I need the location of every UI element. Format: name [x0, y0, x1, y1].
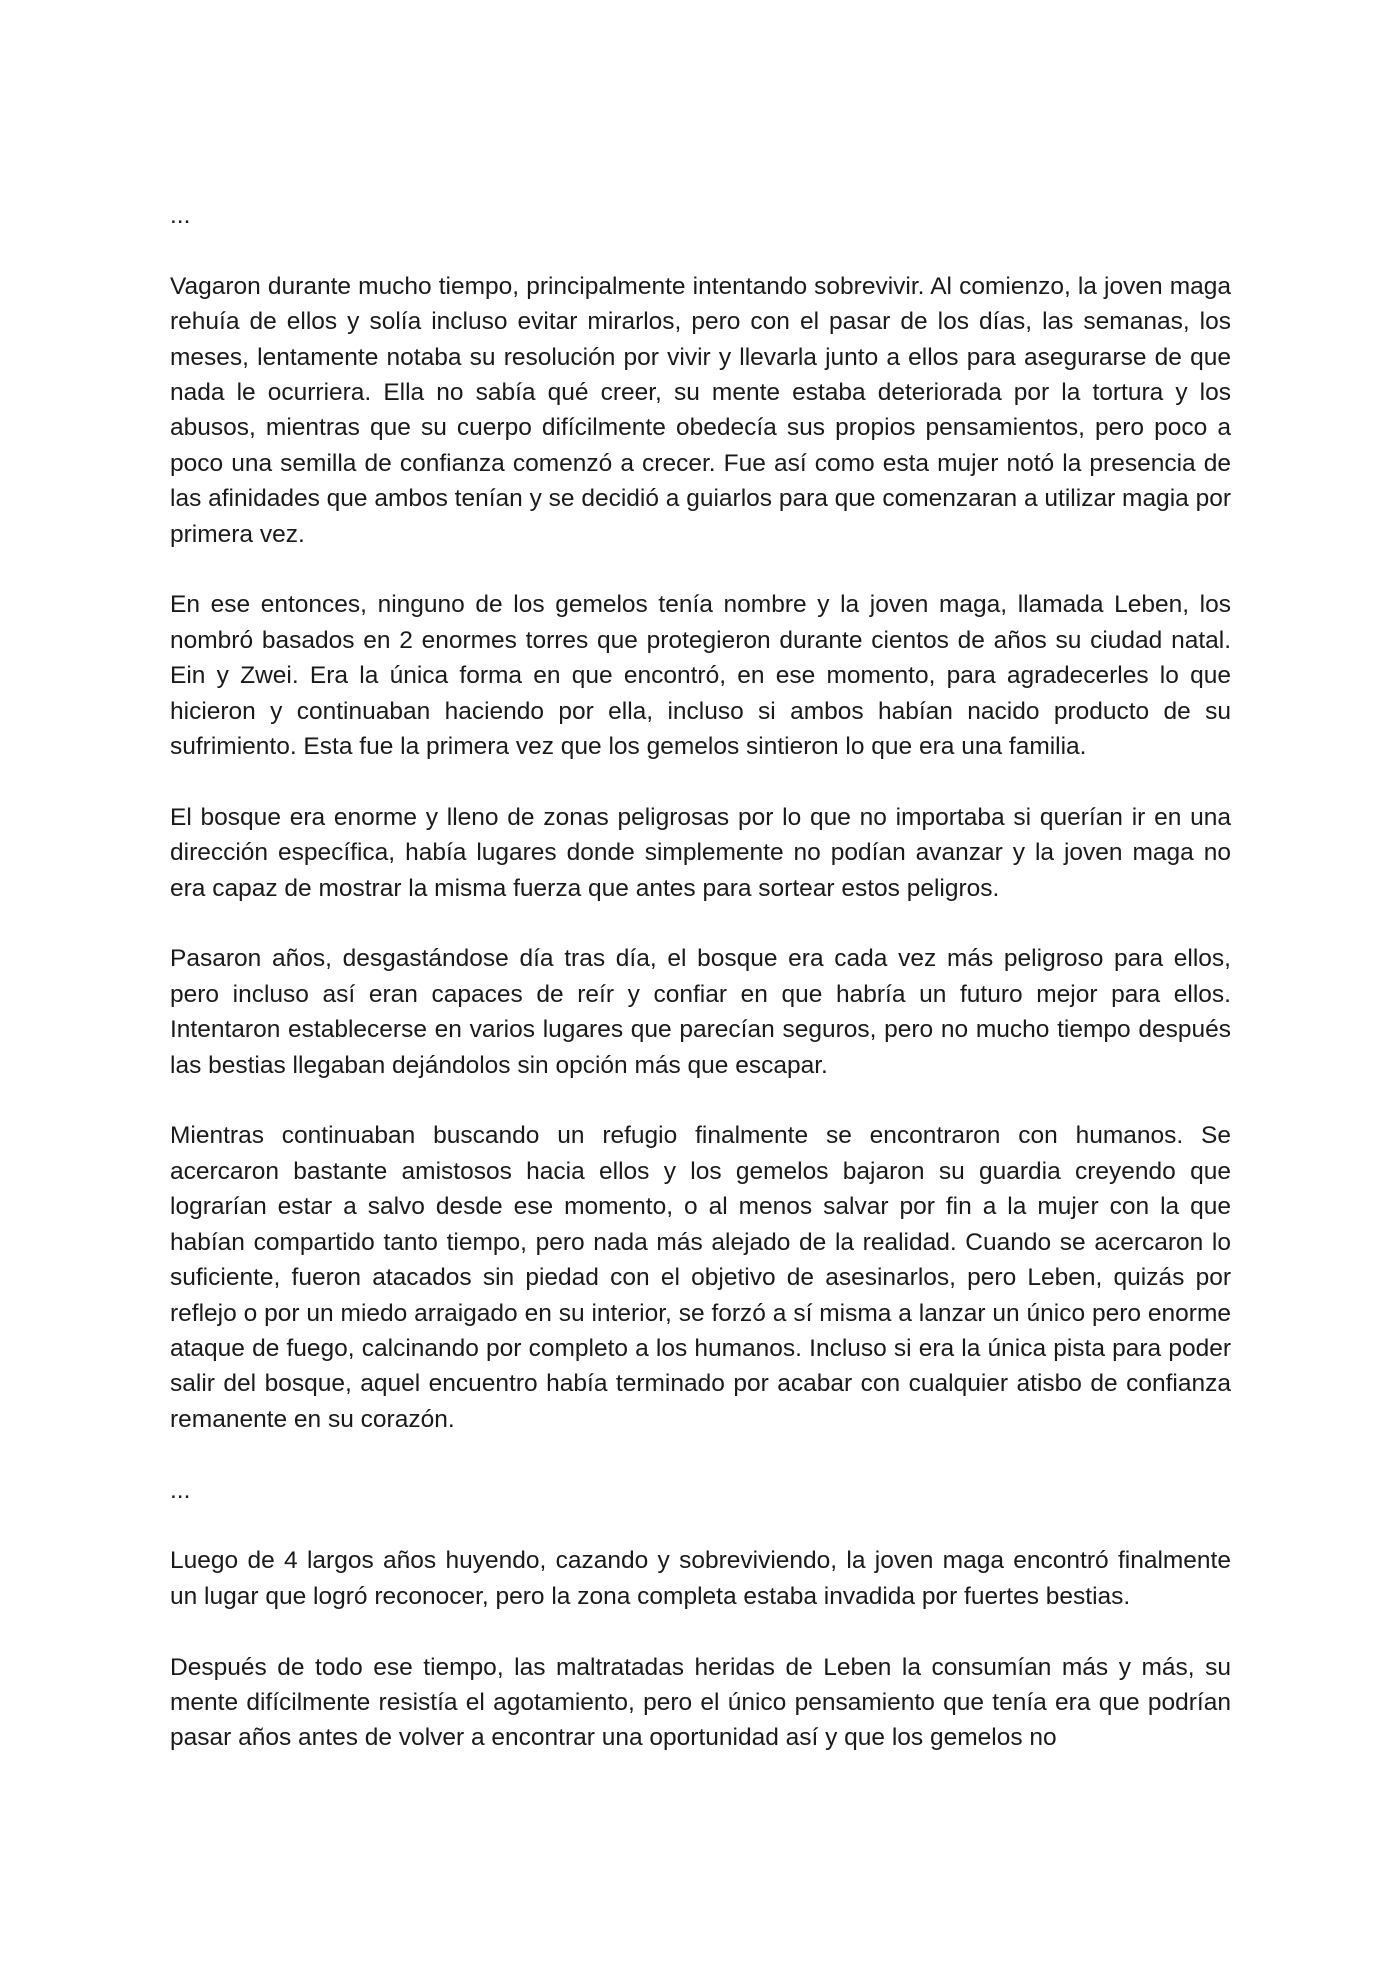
paragraph-7: Después de todo ese tiempo, las maltratadas heridas de Leben la consumían más y más, su mente difícilmente resistía el agotamiento, pero el único pensamiento que tenía era que podrían pasar años antes de volver a encontrar una oportunidad así y que los gemelos no [170, 1653, 1231, 1752]
paragraph-1: Vagaron durante mucho tiempo, principalmente intentando sobrevivir. Al comienzo, la joven maga rehuía de ellos y solía incluso evitar mirarlos, pero con el pasar de los días, las semanas, los meses, lentamente notaba su resolución por vivir y llevarla junto a ellos para asegurarse de que nada le ocurriera. Ella no sabía qué creer, su mente estaba deteriorada por la tortura y los abusos, mientras que su cuerpo difícilmente obedecía sus propios pensamientos, pero poco a poco una semilla de confianza comenzó a crecer. Fue así como esta mujer notó la presencia de las afinidades que ambos tenían y se decidió a guiarlos para que comenzaran a utilizar magia por primera vez. [170, 272, 1231, 548]
paragraph-4: Pasaron años, desgastándose día tras día, el bosque era cada vez más peligroso para ellos, pero incluso así eran capaces de reír y confiar en que habría un futuro mejor para ellos. Intentaron establecerse en varios lugares que parecían seguros, pero no mucho tiempo después las bestias llegaban dejándolos sin opción más que escapar. [170, 945, 1231, 1079]
section-separator: ... [170, 1476, 191, 1504]
section-separator: ... [170, 202, 191, 229]
document-page [170, 198, 1231, 1791]
paragraph-5: Mientras continuaban buscando un refugio finalmente se encontraron con humanos. Se acercaron bastante amistosos hacia ellos y los gemelos bajaron su guardia creyendo que lograrían estar a salvo desde ese momento, o al menos salvar por fin a la mujer con la que habían compartido tanto tiempo, pero nada más alejado de la realidad. Cuando se acercaron lo suficiente, fueron atacados sin piedad con el objetivo de asesinarlos, pero Leben, quizás por reflejo o por un miedo arraigado en su interior, se forzó a sí misma a lanzar un único pero enorme ataque de fuego, calcinando por completo a los humanos. Incluso si era la única pista para poder salir del bosque, aquel encuentro había terminado por acabar con cualquier atisbo de confianza remanente en su corazón. [170, 1122, 1231, 1433]
paragraph-3: El bosque era enorme y lleno de zonas peligrosas por lo que no importaba si querían ir en una dirección específica, había lugares donde simplemente no podían avanzar y la joven maga no era capaz de mostrar la misma fuerza que antes para sortear estos peligros. [170, 803, 1231, 902]
paragraph-2: En ese entonces, ninguno de los gemelos tenía nombre y la joven maga, llamada Leben, los nombró basados en 2 enormes torres que protegieron durante cientos de años su ciudad natal. Ein y Zwei. Era la única forma en que encontró, en ese momento, para agradecerles lo que hicieron y continuaban haciendo por ella, incluso si ambos habían nacido producto de su sufrimiento. Esta fue la primera vez que los gemelos sintieron lo que era una familia. [170, 591, 1231, 761]
paragraph-6: Luego de 4 largos años huyendo, cazando y sobreviviendo, la joven maga encontró finalmente un lugar que logró reconocer, pero la zona completa estaba invadida por fuertes bestias. [170, 1547, 1231, 1610]
